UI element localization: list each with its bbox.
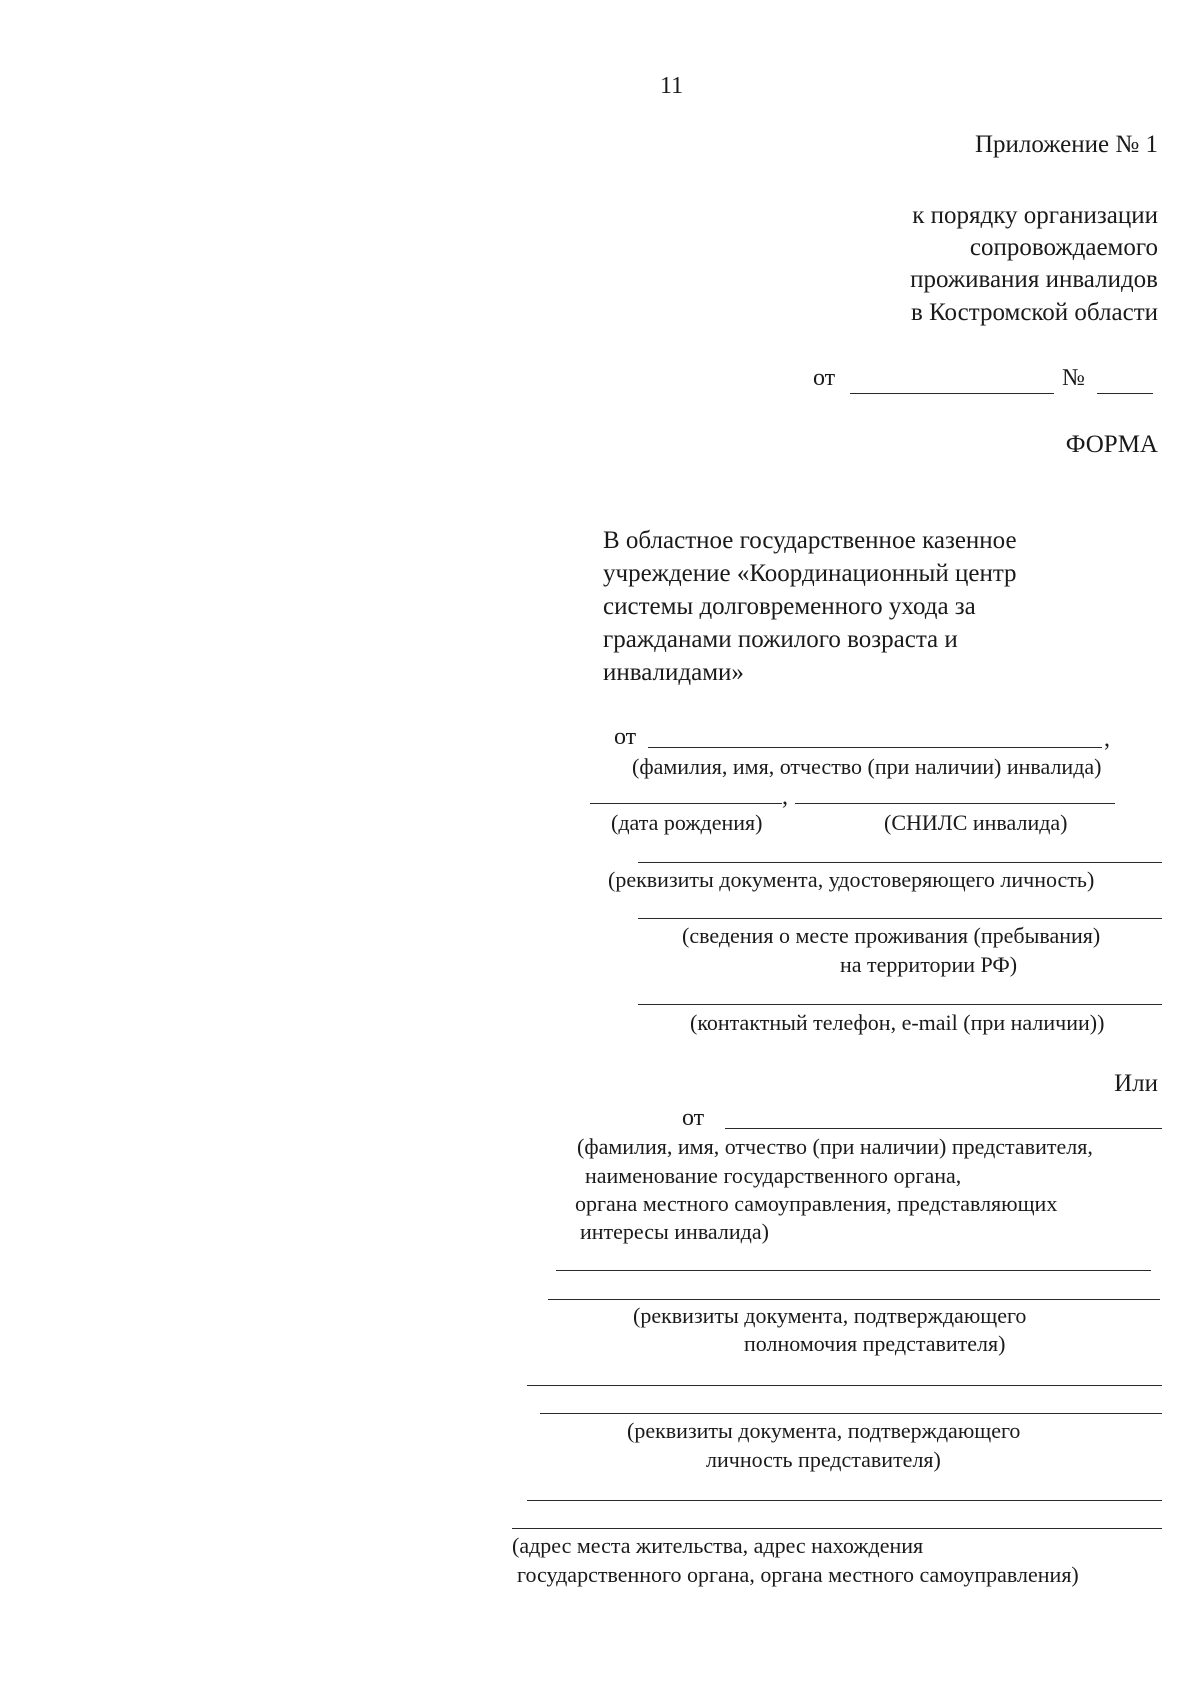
addressee-line: гражданами пожилого возраста и [603,626,958,653]
applicant-residence-caption: (сведения о месте проживания (пребывания) [682,923,1101,948]
addressee-line: системы долговременного ухода за [603,593,976,620]
representative-identity-line [527,1385,1162,1386]
appendix-line: к порядку организации [912,202,1158,229]
applicant-contact-caption: (контактный телефон, e-mail (при наличии)) [690,1010,1105,1035]
representative-identity-caption: личность представителя) [706,1447,941,1472]
applicant-residence-caption: на территории РФ) [840,952,1018,977]
representative-fio-caption-line: интересы инвалида) [580,1219,769,1244]
applicant-id-doc-caption: (реквизиты документа, удостоверяющего личность) [608,867,1095,892]
applicant-snils-caption: (СНИЛС инвалида) [884,810,1068,835]
representative-authority-line [556,1270,1151,1271]
representative-address-line-2 [512,1528,1162,1529]
representative-fio-caption-line: наименование государственного органа, [585,1163,962,1188]
representative-identity-caption: (реквизиты документа, подтверждающего [627,1418,1021,1443]
applicant-residence-line [638,918,1162,919]
representative-address-line [527,1500,1162,1501]
representative-fio-caption-line: (фамилия, имя, отчество (при наличии) представителя, [577,1134,1093,1159]
representative-authority-caption: (реквизиты документа, подтверждающего [633,1303,1027,1328]
or-label: Или [1114,1070,1158,1097]
applicant-fio-comma: , [1104,726,1110,752]
form-label: ФОРМА [1065,431,1158,458]
appendix-date-label: от [813,365,836,391]
applicant-fio-caption: (фамилия, имя, отчество (при наличии) инвалида) [632,754,1102,779]
representative-identity-line-2 [540,1413,1162,1414]
representative-address-caption: государственного органа, органа местного самоуправления) [517,1562,1079,1587]
addressee-line: инвалидами» [603,659,744,686]
applicant-id-doc-line [638,862,1162,863]
representative-fio-line [725,1128,1162,1129]
appendix-number-label: № [1062,365,1085,391]
appendix-number-line [1097,393,1153,394]
representative-authority-line-2 [548,1299,1160,1300]
representative-from-label: от [682,1105,705,1131]
representative-authority-caption: полномочия представителя) [744,1331,1006,1356]
applicant-dob-comma: , [782,784,788,810]
appendix-line: проживания инвалидов [910,266,1158,293]
addressee-line: учреждение «Координационный центр [603,560,1017,587]
representative-address-caption: (адрес места жительства, адрес нахождения [512,1533,924,1558]
appendix-line: сопровождаемого [969,234,1158,261]
representative-fio-caption-line: органа местного самоуправления, представляющих [575,1191,1058,1216]
applicant-snils-line [795,803,1115,804]
addressee-line: В областное государственное казенное [603,527,1017,554]
applicant-dob-line [590,803,782,804]
applicant-contact-line [638,1004,1162,1005]
appendix-line: в Костромской области [911,299,1158,326]
page-number: 11 [660,73,684,99]
applicant-from-label: от [614,724,637,750]
appendix-date-line [850,393,1054,394]
applicant-fio-line [648,747,1102,748]
applicant-dob-caption: (дата рождения) [611,810,763,835]
appendix-title: Приложение № 1 [974,131,1158,158]
